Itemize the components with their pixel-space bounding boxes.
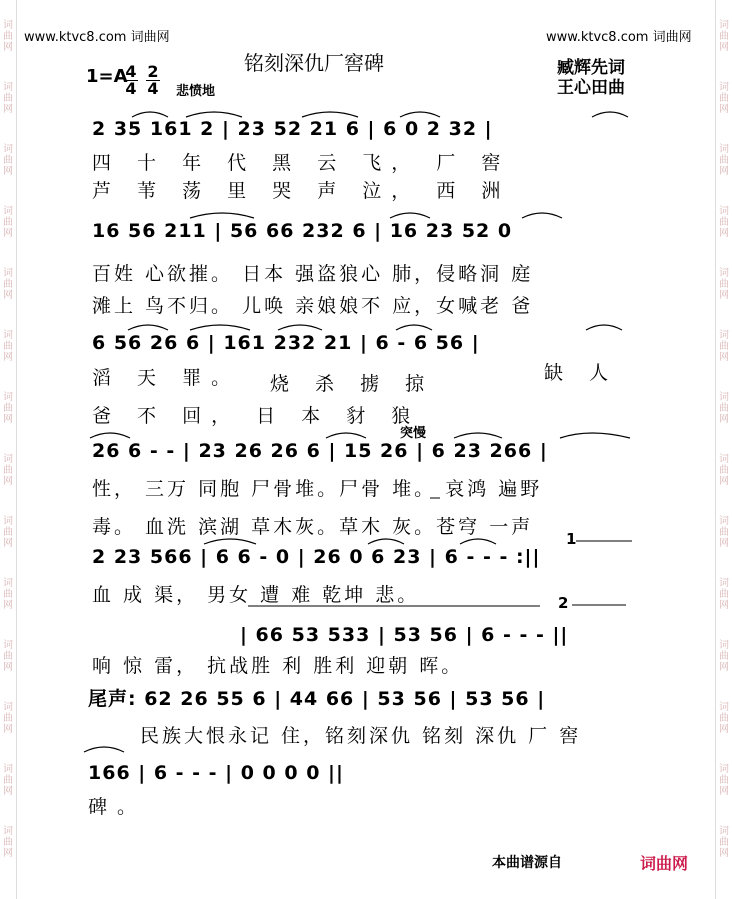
side-watermark: 词 曲 网 <box>719 826 729 859</box>
source-right: www.ktvc8.com 词曲网 <box>546 30 692 45</box>
side-watermark: 词 曲 网 <box>3 764 13 797</box>
side-watermark: 词 曲 网 <box>719 578 729 611</box>
coda-notation: 尾声: 62 26 55 6 | 44 66 | 53 56 | 53 56 | <box>88 688 546 710</box>
side-watermark: 词 曲 网 <box>3 826 13 859</box>
side-watermark: 词 曲 网 <box>3 702 13 735</box>
lyric-line-2b: 滩上 鸟不归。 儿唤 亲娘娘不 应，女喊老 爸 <box>92 295 534 317</box>
time-signature-1: $\frac{4}{4}$ <box>125 62 137 98</box>
side-watermark: 词 曲 网 <box>719 144 729 177</box>
notation-line-3: 6 56 26 6 | 161 232 21 | 6 - 6 56 | <box>92 332 480 354</box>
notation-line-1: 2 35 161 2 | 23 52 21 6 | 6 0 2 32 | <box>92 118 493 140</box>
key-signature: 1=A <box>86 66 128 87</box>
side-watermark: 词 曲 网 <box>719 392 729 425</box>
side-watermark: 词 曲 网 <box>3 578 13 611</box>
song-title: 铭刻深仇厂窖碑 <box>244 51 384 75</box>
tempo-marking: 悲愤地 <box>176 84 216 99</box>
notation-line-2: 16 56 211 | 56 66 232 6 | 16 23 52 0 <box>92 220 513 242</box>
source-left: www.ktvc8.com 词曲网 <box>24 30 170 45</box>
side-watermark: 词 曲 网 <box>3 144 13 177</box>
lyric-line-6: 响 惊 雷， 抗战胜 利 胜利 迎朝 晖。 <box>92 655 464 677</box>
side-watermark: 词 曲 网 <box>3 392 13 425</box>
lyric-line-3b: 烧 杀 掳 掠 <box>270 373 435 395</box>
side-watermark: 词 曲 网 <box>3 330 13 363</box>
tempo-change-mark: 突慢 <box>400 426 427 441</box>
footer-brand-link[interactable]: 词曲网 <box>640 854 689 873</box>
notation-line-5: 2 23 566 | 6 6 - 0 | 26 0 6 23 | 6 - - - :|| <box>92 546 541 568</box>
side-watermark: 词 曲 网 <box>719 82 729 115</box>
lyric-line-3a: 滔 天 罪。 <box>92 367 241 389</box>
side-watermark: 词 曲 网 <box>3 268 13 301</box>
side-watermark: 词 曲 网 <box>719 20 729 53</box>
time-signature-2: $\frac{2}{4}$ <box>147 62 159 98</box>
side-watermark: 词 曲 网 <box>3 82 13 115</box>
volta-2: 2 <box>558 594 570 612</box>
side-watermark: 词 曲 网 <box>719 764 729 797</box>
notation-line-4: 26 6 - - | 23 26 26 6 | 15 26 | 6 23 266 | <box>92 440 548 462</box>
final-lyric: 碑。 <box>88 796 147 818</box>
lyric-line-4b: 毒。 血洗 滨湖 草木灰。草木 灰。苍穹 一声 <box>92 516 534 538</box>
coda-lyric: 民族大恨永记 住，铭刻深仇 铭刻 深仇 厂 窖 <box>140 725 582 747</box>
side-watermark: 词 曲 网 <box>3 640 13 673</box>
lyric-line-1a: 四 十 年 代 黑 云 飞， 厂 窖 <box>92 152 511 174</box>
side-watermark: 词 曲 网 <box>719 268 729 301</box>
side-watermark: 词 曲 网 <box>719 330 729 363</box>
lyric-line-1b: 芦 苇 荡 里 哭 声 泣， 西 洲 <box>92 180 511 202</box>
composer-credit: 王心田曲 <box>557 78 625 98</box>
final-notation: 166 | 6 - - - | 0 0 0 0 || <box>88 762 344 784</box>
lyricist-credit: 臧辉先词 <box>557 58 625 78</box>
side-watermark: 词 曲 网 <box>719 640 729 673</box>
side-watermark: 词 曲 网 <box>3 206 13 239</box>
lyric-line-4a: 性， 三万 同胞 尸骨堆。尸骨 堆。 哀鸿 遍野 <box>92 478 543 500</box>
side-watermark: 词 曲 网 <box>719 206 729 239</box>
side-watermark: 词 曲 网 <box>3 516 13 549</box>
volta-1: 1 <box>566 530 578 548</box>
side-watermark: 词 曲 网 <box>3 20 13 53</box>
side-watermark: 词 曲 网 <box>719 454 729 487</box>
side-watermark: 词 曲 网 <box>719 516 729 549</box>
side-watermark: 词 曲 网 <box>719 702 729 735</box>
lyric-line-3c: 缺 人 <box>544 362 619 384</box>
footer-source-label: 本曲谱源自 <box>492 855 562 871</box>
lyric-line-5: 血 成 渠， 男女 遭 难 乾坤 悲。 <box>92 584 420 606</box>
side-watermark: 词 曲 网 <box>3 454 13 487</box>
lyric-line-2a: 百姓 心欲摧。 日本 强盗狼心 肺，侵略洞 庭 <box>92 263 534 285</box>
lyric-line-3d: 爸 不 回， 日 本 豺 狼 <box>92 405 421 427</box>
notation-line-6: | 66 53 533 | 53 56 | 6 - - - || <box>240 624 569 646</box>
